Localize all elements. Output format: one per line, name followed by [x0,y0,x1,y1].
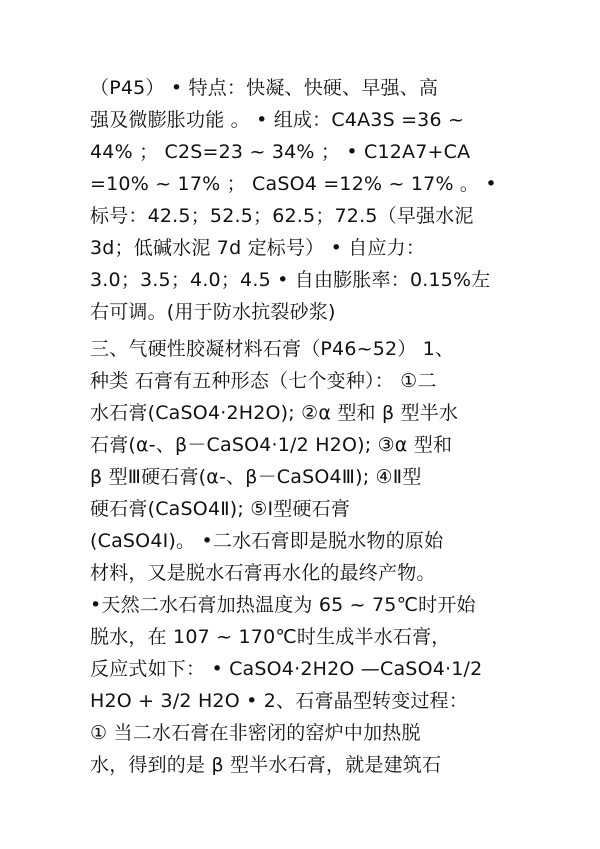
text-line: (CaSO4Ⅰ)。 •二水石膏即是脱水物的原始 [90,530,444,552]
text-line: 材料，又是脱水石膏再水化的最终产物。 [90,562,436,584]
text-line: 44% ； C2S=23 ~ 34% ； • C12A7+CA [90,141,471,163]
text-line: 硬石膏(CaSO4Ⅱ); ⑤Ⅰ型硬石膏 [90,498,351,520]
text-line: 3.0；3.5；4.0；4.5 • 自由膨胀率：0.15%左 [90,269,491,291]
paragraph-gypsum [90,333,520,781]
text-line: 水，得到的是 β 型半水石膏，就是建筑石 [90,754,442,776]
text-line: •天然二水石膏加热温度为 65 ~ 75℃时开始 [90,594,476,616]
text-line: β 型Ⅲ硬石膏(α-、β－CaSO4Ⅲ); ④Ⅱ型 [90,466,422,488]
text-line: 石膏(α-、β－CaSO4·1/2 H2O); ③α 型和 [90,434,453,456]
text-line: 反应式如下： • CaSO4·2H2O —CaSO4·1/2 [90,658,483,680]
text-line: ① 当二水石膏在非密闭的窑炉中加热脱 [90,722,421,744]
text-line: 脱水，在 107 ~ 170℃时生成半水石膏， [90,626,451,648]
text-line: 右可调。(用于防水抗裂砂浆) [90,301,336,323]
text-line: 标号：42.5；52.5；62.5；72.5（早强水泥 [90,205,474,227]
text-line: 强及微膨胀功能 。 • 组成：C4A3S =36 ~ [90,109,465,131]
text-line: =10% ~ 17% ； CaSO4 =12% ~ 17% 。 • [90,173,497,195]
text-line: （P45） • 特点：快凝、快硬、早强、高 [90,77,439,99]
paragraph-sulfoaluminate-cement [90,72,520,328]
text-line: H2O + 3/2 H2O • 2、石膏晶型转变过程： [90,690,469,712]
text-line: 水石膏(CaSO4·2H2O); ②α 型和 β 型半水 [90,402,459,424]
text-line: 3d；低碱水泥 7d 定标号） • 自应力： [90,237,426,259]
text-line: 种类 石膏有五种形态（七个变种）： ①二 [90,370,437,392]
section-heading-line: 三、气硬性胶凝材料石膏（P46~52） 1、 [90,338,455,360]
